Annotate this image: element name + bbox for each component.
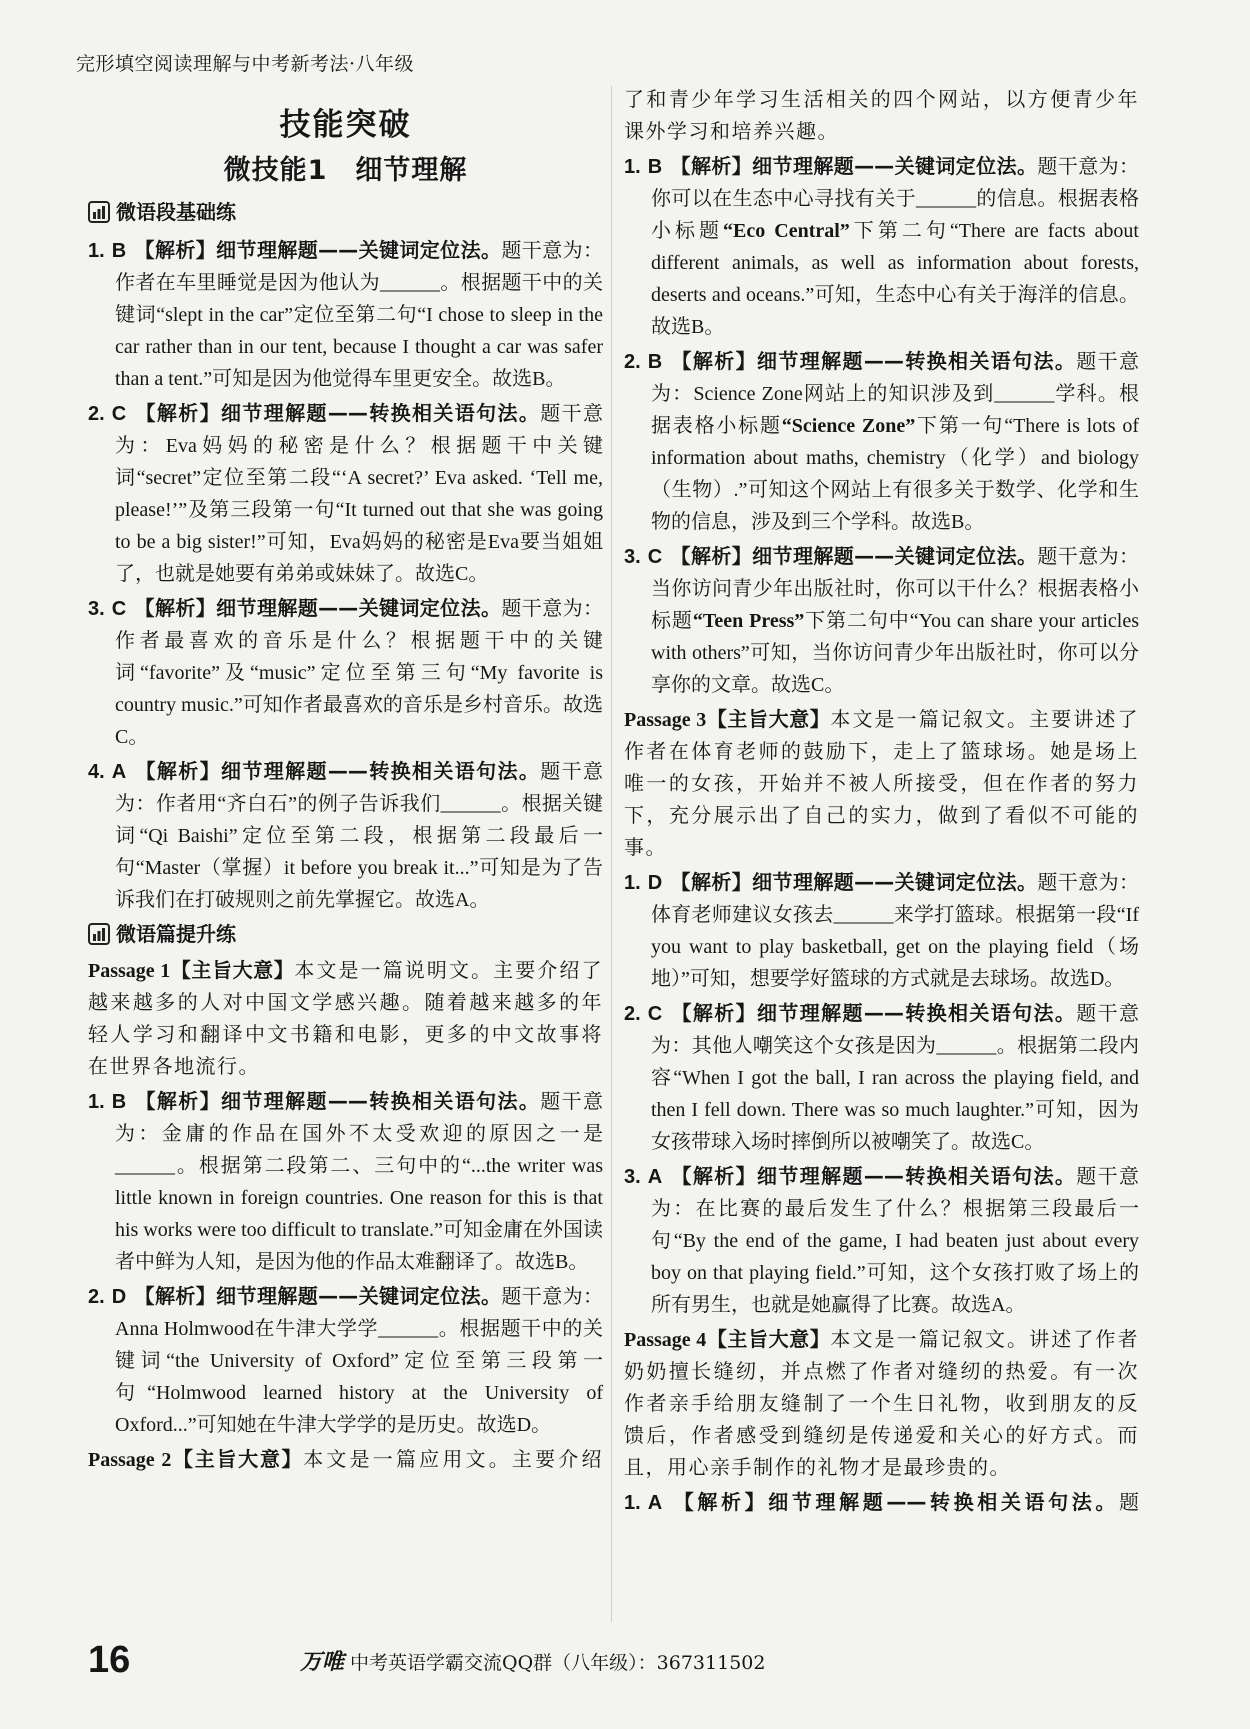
- main-idea-tag: 【主旨大意】: [706, 707, 831, 731]
- item-number: 1.: [624, 1492, 641, 1514]
- analysis-tag: 【解析】: [670, 349, 758, 373]
- explanation-text: 题干意为：当你访问青少年出版社时，你可以干什么？根据表格小标题: [651, 546, 1140, 632]
- answer-item: [624, 345, 1139, 538]
- left-column: [88, 96, 603, 1476]
- main-idea-tag: 【主旨大意】: [170, 958, 295, 982]
- explanation-text: 题干意为：你可以在生态中心寻找有关于______的信息。根据表格小标题: [651, 156, 1140, 242]
- main-idea-tag: 【主旨大意】: [171, 1447, 304, 1471]
- item-number: 1.: [624, 872, 641, 894]
- explanation-text: 题: [1119, 1492, 1140, 1514]
- item-number: 3.: [88, 598, 105, 620]
- item-number: 2.: [624, 1003, 641, 1025]
- summary-text: 本文是一篇说明文。主要介绍了越来越多的人对中国文学感兴趣。随着越来越多的年轻人学习和翻译中文书籍和电影，更多的中文故事将在世界各地流行。: [88, 960, 603, 1078]
- method-label: 细节理解题——关键词定位法。: [752, 544, 1038, 568]
- answer-letter: C: [111, 598, 127, 620]
- passage-summary: [88, 954, 603, 1083]
- answer-letter: D: [647, 872, 663, 894]
- method-label: 细节理解题——关键词定位法。: [216, 238, 502, 262]
- method-label: 细节理解题——关键词定位法。: [216, 596, 502, 620]
- answer-letter: C: [647, 1003, 663, 1025]
- passage-summary: [88, 1443, 603, 1476]
- section-title: 技能突破: [279, 107, 412, 143]
- method-label: 细节理解题——转换相关语句法。: [221, 759, 541, 783]
- explanation-text: 题干意为：在比赛的最后发生了什么？根据第三段最后一句“By the end of the game, I had beaten just about every boy on that playing field.”可知，这个女孩打败了场上的所有男生，也就是她赢得了比赛。故选A。: [651, 1166, 1140, 1316]
- method-label: 细节理解题——转换相关语句法。: [757, 349, 1077, 373]
- item-number: 1.: [624, 156, 641, 178]
- answer-letter: A: [647, 1166, 663, 1188]
- explanation-text: 题干意为：作者最喜欢的音乐是什么？根据题干中的关键词“favorite”及“music”定位至第三句“My favorite is country music.”可知作者最喜欢的音乐是乡村音乐。故选C。: [115, 598, 604, 748]
- answer-item: [624, 150, 1139, 343]
- summary-text: 了和青少年学习生活相关的四个网站，以方便青少年课外学习和培养兴趣。: [624, 89, 1139, 143]
- analysis-tag: 【解析】: [134, 1089, 222, 1113]
- analysis-tag: 【解析】: [670, 1490, 769, 1514]
- answer-letter: C: [111, 403, 127, 425]
- group-info: 中考英语学霸交流QQ群（八年级）：367311502: [350, 1652, 766, 1674]
- answer-item: [624, 997, 1139, 1158]
- answer-letter: B: [647, 351, 663, 373]
- passage-label: Passage 1: [88, 960, 171, 982]
- method-label: 细节理解题——转换相关语句法。: [221, 1089, 541, 1113]
- table-heading-keyword: “Science Zone”: [781, 415, 916, 437]
- analysis-tag: 【解析】: [670, 870, 753, 894]
- passage-label: Passage 3: [624, 709, 707, 731]
- explanation-text: 下第二句中“You can share your articles with others”可知，当你访问青少年出版社时，你可以分享你的文章。故选C。: [651, 610, 1139, 696]
- answer-letter: D: [111, 1286, 127, 1308]
- answer-letter: A: [647, 1492, 663, 1514]
- explanation-text: 题干意为：Eva妈妈的秘密是什么？根据题干中关键词“secret”定位至第二段“‘A secret?’ Eva asked. ‘Tell me, please!’”及第三段第一句“It turned out that she was going to be a big sister!”可知，Eva妈妈的秘密是Eva要当姐姐了，也就是她要有弟弟或妹妹了。故选C。: [115, 403, 604, 585]
- answer-item: [88, 1085, 603, 1278]
- method-label: 细节理解题——转换相关语句法。: [757, 1001, 1077, 1025]
- method-label: 细节理解题——转换相关语句法。: [768, 1490, 1120, 1514]
- summary-text: 本文是一篇应用文。主要介绍: [303, 1449, 603, 1471]
- running-header: 完形填空阅读理解与中考新考法·八年级: [76, 53, 415, 75]
- item-number: 3.: [624, 1166, 641, 1188]
- explanation-text: 题干意为：Science Zone网站上的知识涉及到______学科。根据表格小标题: [651, 351, 1140, 437]
- explanation-text: 题干意为：其他人嘲笑这个女孩是因为______。根据第二段内容“When I got the ball, I ran across the playing field, and then I fell down. There was so much laughter.”可知，因为女孩带球入场时摔倒所以被嘲笑了。故选C。: [651, 1003, 1140, 1153]
- answer-letter: B: [647, 156, 663, 178]
- answer-letter: B: [111, 240, 127, 262]
- passage-label: Passage 4: [624, 1329, 707, 1351]
- method-label: 细节理解题——转换相关语句法。: [221, 401, 541, 425]
- item-number: 2.: [88, 1286, 105, 1308]
- column-divider: [611, 86, 612, 1622]
- item-number: 2.: [624, 351, 641, 373]
- right-column: [624, 84, 1139, 1519]
- answer-letter: C: [647, 546, 663, 568]
- bar-chart-icon: [88, 923, 110, 945]
- answer-item: [624, 866, 1139, 995]
- answer-letter: B: [111, 1091, 127, 1113]
- item-number: 1.: [88, 240, 105, 262]
- answer-item: [88, 1280, 603, 1441]
- answer-item: [88, 592, 603, 753]
- part-heading-advanced: [88, 916, 603, 952]
- answer-item: [624, 1160, 1139, 1321]
- item-number: 3.: [624, 546, 641, 568]
- main-idea-tag: 【主旨大意】: [706, 1327, 831, 1351]
- explanation-text: 下第一句“There is lots of information about maths, chemistry（化学）and biology（生物）.”可知这个网站上有很多关于数学、化学和生物的信息，涉及到三个学科。故选B。: [651, 415, 1140, 533]
- explanation-text: 下第二句“There are facts about different animals, as well as information about forests, deserts and oceans.”可知，生态中心有关于海洋的信息。故选B。: [651, 220, 1139, 338]
- method-label: 细节理解题——关键词定位法。: [752, 154, 1038, 178]
- explanation-text: 题干意为：体育老师建议女孩去______来学打篮球。根据第一段“If you want to play basketball, get on the playing field（场地）”可知，想要学好篮球的方式就是去球场。故选D。: [651, 872, 1140, 990]
- analysis-tag: 【解析】: [670, 154, 753, 178]
- method-label: 细节理解题——转换相关语句法。: [757, 1164, 1077, 1188]
- page-number: 16: [88, 1639, 131, 1681]
- table-heading-keyword: “Teen Press”: [692, 610, 805, 632]
- method-label: 细节理解题——关键词定位法。: [216, 1284, 502, 1308]
- analysis-tag: 【解析】: [670, 544, 753, 568]
- item-number: 2.: [88, 403, 105, 425]
- analysis-tag: 【解析】: [670, 1164, 758, 1188]
- bar-chart-icon: [88, 201, 110, 223]
- skill-title: 微技能1 细节理解: [223, 155, 468, 186]
- analysis-tag: 【解析】: [134, 238, 217, 262]
- answer-item: [88, 397, 603, 590]
- footer-info: [300, 1648, 765, 1678]
- explanation-text: 题干意为：金庸的作品在国外不太受欢迎的原因之一是______。根据第二段第二、三句中的“...the writer was little known in foreign countries. One reason for this is that his works were too difficult to translate.”可知金庸在外国读者中鲜为人知，是因为他的作品太难翻译了。故选B。: [115, 1091, 604, 1273]
- answer-item: [88, 755, 603, 916]
- item-number: 4.: [88, 761, 105, 783]
- method-label: 细节理解题——关键词定位法。: [752, 870, 1038, 894]
- passage-label: Passage 2: [88, 1449, 172, 1471]
- passage-summary-continued: [624, 84, 1139, 148]
- part-heading-label: 微语篇提升练: [116, 922, 236, 946]
- explanation-text: 题干意为：作者在车里睡觉是因为他认为______。根据题干中的关键词“slept in the car”定位至第二句“I chose to sleep in the car rather than in our tent, because I thought a car was safer than a tent.”可知是因为他觉得车里更安全。故选B。: [115, 240, 604, 390]
- answer-letter: A: [111, 761, 127, 783]
- passage-summary: [624, 1323, 1139, 1484]
- analysis-tag: 【解析】: [134, 596, 217, 620]
- item-number: 1.: [88, 1091, 105, 1113]
- passage-summary: [624, 703, 1139, 864]
- answer-item: [624, 1486, 1139, 1519]
- summary-text: 本文是一篇记叙文。主要讲述了作者在体育老师的鼓励下，走上了篮球场。她是场上唯一的女孩，开始并不被人所接受，但在作者的努力下，充分展示出了自己的实力，做到了看似不可能的事。: [624, 709, 1139, 859]
- table-heading-keyword: “Eco Central”: [723, 220, 850, 242]
- analysis-tag: 【解析】: [134, 1284, 217, 1308]
- analysis-tag: 【解析】: [134, 759, 222, 783]
- brand-logo-text: 万唯: [300, 1650, 345, 1675]
- answer-item: [88, 234, 603, 395]
- explanation-text: 题干意为：作者用“齐白石”的例子告诉我们______。根据关键词“Qi Baishi”定位至第二段，根据第二段最后一句“Master（掌握）it before you break it...”可知是为了告诉我们在打破规则之前先掌握它。故选A。: [115, 761, 604, 911]
- part-heading-label: 微语段基础练: [116, 200, 236, 224]
- analysis-tag: 【解析】: [134, 401, 222, 425]
- explanation-text: 题干意为：Anna Holmwood在牛津大学学______。根据题干中的关键词“the University of Oxford”定位至第三段第一句“Holmwood learned history at the University of Oxford...”可知她在牛津大学学的是历史。故选D。: [115, 1286, 604, 1436]
- answer-item: [624, 540, 1139, 701]
- summary-text: 本文是一篇记叙文。讲述了作者奶奶擅长缝纫，并点燃了作者对缝纫的热爱。有一次作者亲手给朋友缝制了一个生日礼物，收到朋友的反馈后，作者感受到缝纫是传递爱和关心的好方式。而且，用心亲手制作的礼物才是最珍贵的。: [624, 1329, 1139, 1479]
- analysis-tag: 【解析】: [670, 1001, 758, 1025]
- part-heading-basic: [88, 194, 603, 230]
